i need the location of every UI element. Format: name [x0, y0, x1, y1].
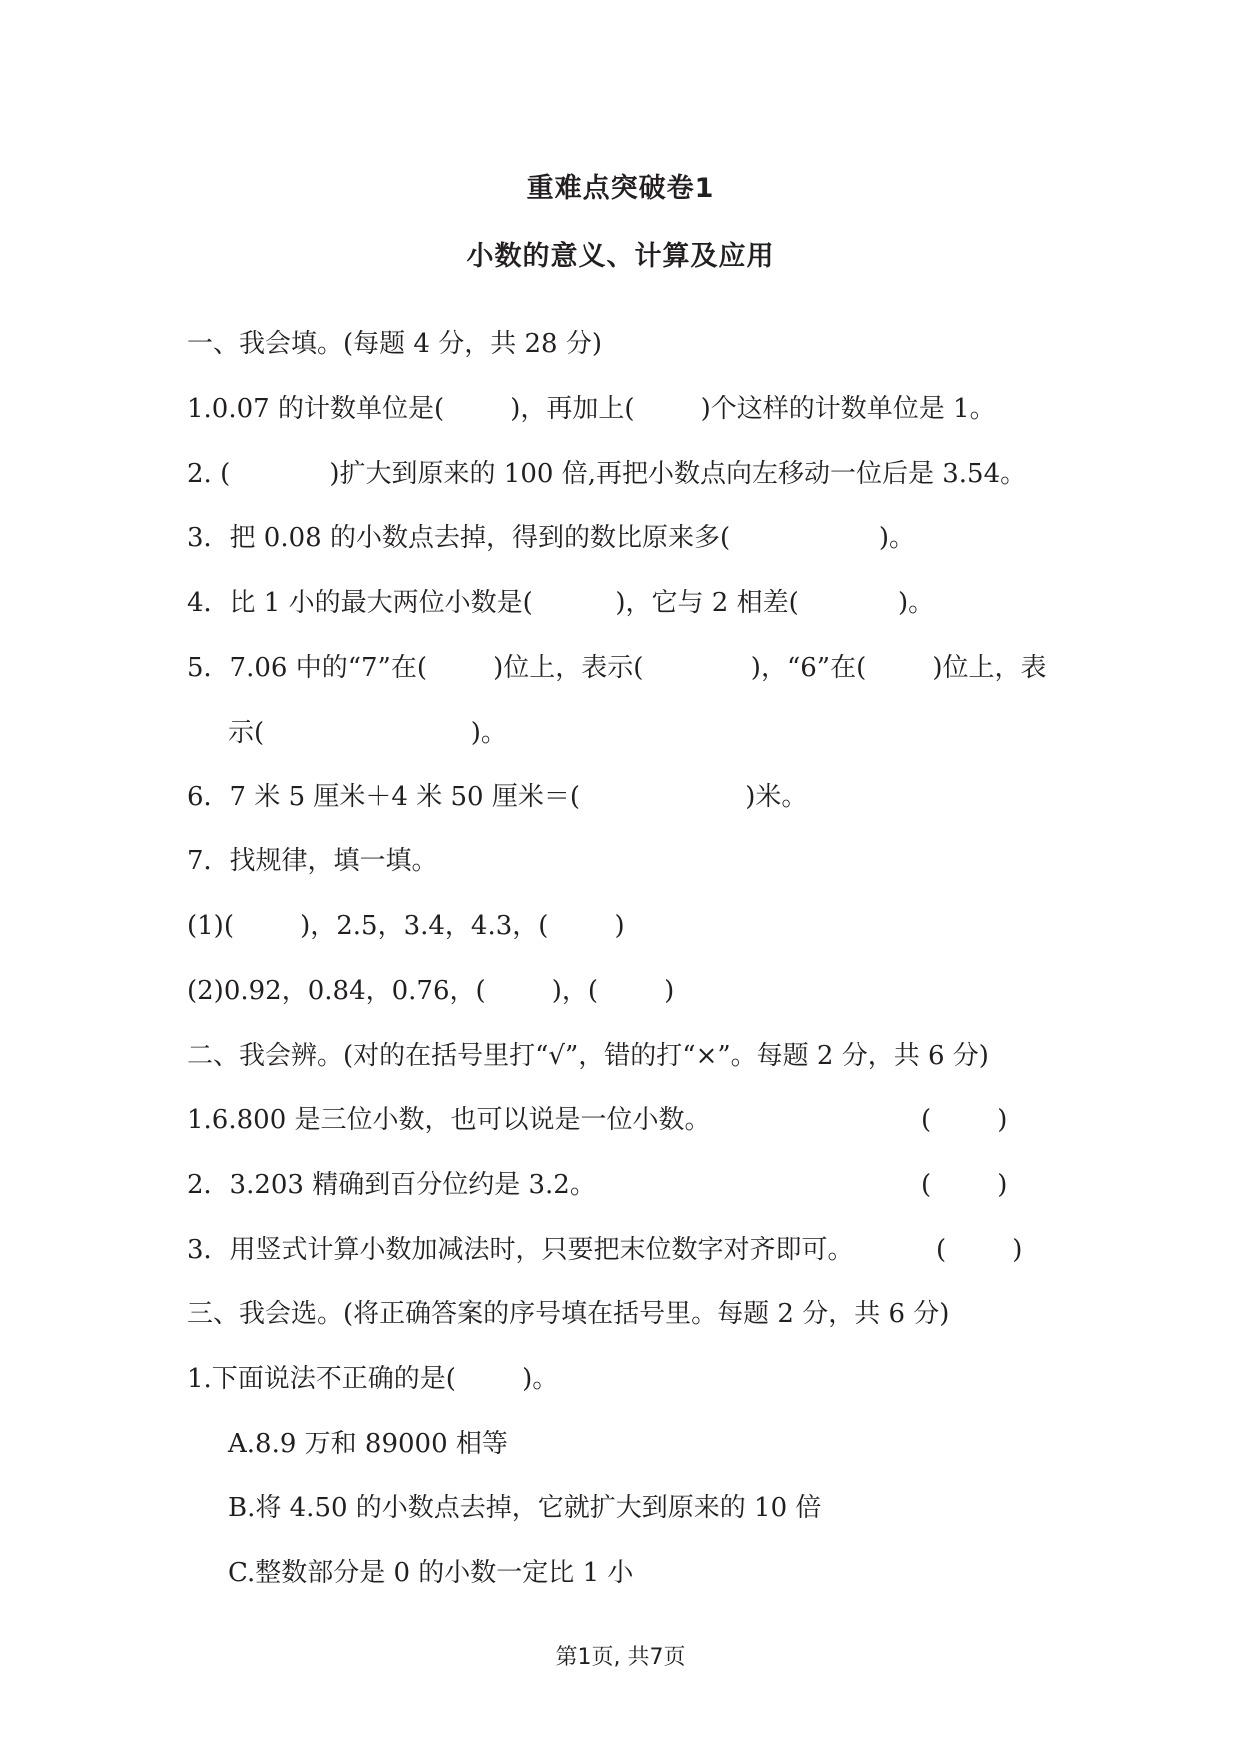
question-1-2: 2. ( )扩大到原来的 100 倍,再把小数点向左移动一位后是 3.54。: [187, 459, 1027, 489]
page-subtitle: 小数的意义、计算及应用: [466, 241, 775, 272]
question-1-3: 3．把 0.08 的小数点去掉，得到的数比原来多( )。: [187, 523, 916, 553]
question-1-7-part2: (2)0.92，0.84，0.76，( )，( ): [187, 976, 675, 1006]
section3-heading: 三、我会选。(将正确答案的序号填在括号里。每题 2 分，共 6 分): [187, 1299, 950, 1329]
question-2-2: 2．3.203 精确到百分位约是 3.2。: [187, 1170, 596, 1200]
page-title: 重难点突破卷1: [526, 173, 715, 204]
question-1-4: 4．比 1 小的最大两位小数是( )，它与 2 相差( )。: [187, 588, 935, 618]
option-b: B.将 4.50 的小数点去掉，它就扩大到原来的 10 倍: [228, 1493, 822, 1523]
answer-bracket: ( ): [936, 1235, 1023, 1265]
question-1-7-part1: (1)( )，2.5，3.4，4.3，( ): [187, 911, 625, 941]
option-c: C.整数部分是 0 的小数一定比 1 小: [228, 1558, 634, 1588]
question-1-6: 6．7 米 5 厘米＋4 米 50 厘米＝( )米。: [187, 782, 808, 812]
option-a: A.8.9 万和 89000 相等: [228, 1429, 508, 1459]
answer-bracket: ( ): [921, 1105, 1008, 1135]
question-1-7: 7．找规律，填一填。: [187, 846, 438, 876]
question-3-1: 1.下面说法不正确的是( )。: [187, 1364, 559, 1394]
question-1-5-line1: 5．7.06 中的“7”在( )位上，表示( )，“6”在( )位上，表: [187, 653, 1047, 683]
section2-heading: 二、我会辨。(对的在括号里打“√”，错的打“×”。每题 2 分，共 6 分): [187, 1041, 989, 1071]
section1-heading: 一、我会填。(每题 4 分，共 28 分): [187, 329, 602, 359]
answer-bracket: ( ): [921, 1170, 1008, 1200]
question-2-1: 1.6.800 是三位小数，也可以说是一位小数。: [187, 1105, 711, 1135]
question-1-1: 1.0.07 的计数单位是( )，再加上( )个这样的计数单位是 1。: [187, 394, 996, 424]
question-1-5-line2: 示( )。: [228, 718, 507, 748]
question-2-3: 3．用竖式计算小数加减法时，只要把末位数字对齐即可。: [187, 1235, 854, 1265]
page-footer: 第1页, 共7页: [555, 1645, 686, 1670]
